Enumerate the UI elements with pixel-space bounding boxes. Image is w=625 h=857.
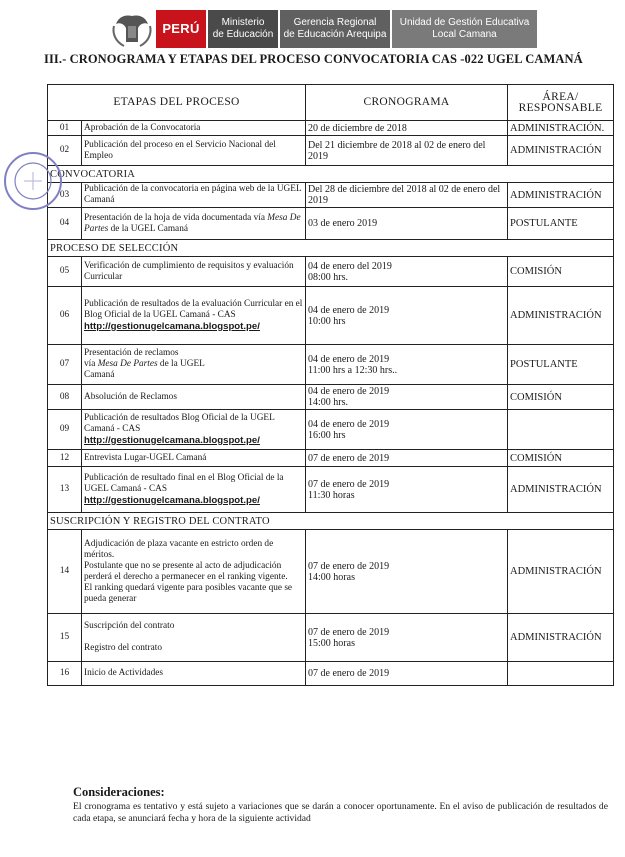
stage-responsible: ADMINISTRACIÓN	[508, 183, 614, 208]
stage-number: 14	[48, 530, 82, 614]
section-row	[48, 166, 614, 183]
stage-description	[82, 410, 306, 450]
stage-description	[82, 345, 306, 385]
regional-label: Gerencia Regional de Educación Arequipa	[283, 17, 387, 40]
stage-number: 07	[48, 345, 82, 385]
table-row	[48, 614, 614, 662]
area-header-label: ÁREA/ RESPONSABLE	[518, 90, 603, 114]
table-row	[48, 450, 614, 467]
stage-date: 04 de enero de 2019 11:00 hrs a 12:30 hrs..	[306, 345, 508, 385]
stage-description	[82, 208, 306, 240]
stage-number: 05	[48, 257, 82, 287]
local-unit-badge	[392, 10, 537, 48]
ministry-badge	[208, 10, 278, 48]
table-row	[48, 662, 614, 686]
blog-link[interactable]: http://gestionugelcamana.blogspot.pe/	[84, 494, 260, 506]
stage-number: 09	[48, 410, 82, 450]
description-text-end: de la UGEL Camaná	[84, 359, 205, 380]
considerations-text: El cronograma es tentativo y está sujeto a variaciones que se darán a conocer oportunamente. En el aviso de publicación de resultados de cada etapa, se anunciará fecha y hora de la siguiente actividad	[73, 801, 608, 824]
stage-number: 01	[48, 121, 82, 136]
description-text: Publicación de la convocatoria en página web de la UGEL Camaná	[84, 184, 302, 205]
stage-description	[82, 662, 306, 686]
table-row	[48, 257, 614, 287]
stage-date: 04 de enero del 2019 08:00 hrs.	[306, 257, 508, 287]
section-title: SUSCRIPCIÓN Y REGISTRO DEL CONTRATO	[48, 513, 614, 530]
official-stamp-icon	[2, 150, 64, 212]
table-row	[48, 530, 614, 614]
description-text: Aprobación de la Convocatoria	[84, 122, 201, 133]
description-text: Absolución de Reclamos	[84, 391, 177, 402]
document-title: III.- CRONOGRAMA Y ETAPAS DEL PROCESO CONVOCATORIA CAS -022 UGEL CAMANÁ	[44, 52, 583, 66]
table-row	[48, 121, 614, 136]
stage-number: 02	[48, 136, 82, 166]
section-title: PROCESO DE SELECCIÓN	[48, 240, 614, 257]
institution-banner	[104, 10, 537, 48]
stage-description	[82, 121, 306, 136]
stage-responsible: ADMINISTRACIÓN	[508, 530, 614, 614]
stage-date: 07 de enero de 2019	[306, 662, 508, 686]
stage-date: 07 de enero de 2019	[306, 450, 508, 467]
stage-date: 03 de enero 2019	[306, 208, 508, 240]
stage-responsible: POSTULANTE	[508, 345, 614, 385]
stage-description	[82, 287, 306, 345]
ministry-label: Ministerio de Educación	[212, 17, 274, 40]
schedule-header: CRONOGRAMA	[306, 85, 508, 121]
table-row	[48, 385, 614, 410]
mesa-de-partes-text: Mesa De Partes	[97, 359, 158, 369]
mesa-de-partes-text: Mesa De Partes	[84, 212, 301, 234]
stage-number: 13	[48, 467, 82, 513]
table-row	[48, 208, 614, 240]
description-text: Verificación de cumplimiento de requisitos y evaluación Curricular	[84, 260, 294, 282]
description-text: Suscripción del contrato Registro del contrato	[84, 621, 175, 653]
table-row	[48, 183, 614, 208]
stage-responsible: ADMINISTRACIÓN	[508, 136, 614, 166]
stage-date: 20 de diciembre de 2018	[306, 121, 508, 136]
stage-responsible: POSTULANTE	[508, 208, 614, 240]
description-text: Presentación de la hoja de vida documentada vía	[84, 212, 268, 223]
section-title: CONVOCATORIA	[48, 166, 614, 183]
stage-responsible	[508, 662, 614, 686]
table-row	[48, 410, 614, 450]
stage-responsible: COMISIÓN	[508, 385, 614, 410]
table-row	[48, 287, 614, 345]
stage-number: 08	[48, 385, 82, 410]
stage-description	[82, 385, 306, 410]
stages-header: ETAPAS DEL PROCESO	[48, 85, 306, 121]
stage-responsible: ADMINISTRACIÓN	[508, 287, 614, 345]
stage-date: 04 de enero de 2019 16:00 hrs	[306, 410, 508, 450]
description-text: Inicio de Actividades	[84, 668, 164, 678]
regional-badge	[280, 10, 390, 48]
blog-link[interactable]: http://gestionugelcamana.blogspot.pe/	[84, 320, 260, 332]
stage-description	[82, 136, 306, 166]
table-row	[48, 467, 614, 513]
description-text: Adjudicación de plaza vacante en estricto orden de méritos. Postulante que no se presente al acto de adjudicación perderá el derecho a permanecer en el ranking vigente. El ranking quedará vigente para posibles vacante que se pueda generar	[84, 538, 293, 604]
stage-date: 04 de enero de 2019 14:00 hrs.	[306, 385, 508, 410]
peru-badge: PERÚ	[156, 10, 206, 48]
section-row	[48, 240, 614, 257]
schedule-table	[47, 84, 614, 686]
stage-date: Del 28 de diciembre del 2018 al 02 de enero del 2019	[306, 183, 508, 208]
stage-number: 16	[48, 662, 82, 686]
stage-date: 07 de enero de 2019 14:00 horas	[306, 530, 508, 614]
stage-responsible	[508, 410, 614, 450]
stage-description	[82, 183, 306, 208]
considerations-title: Consideraciones:	[73, 785, 165, 799]
stage-responsible: ADMINISTRACIÓN	[508, 614, 614, 662]
description-text: Publicación del proceso en el Servicio Nacional del Empleo	[84, 139, 276, 161]
stage-description	[82, 530, 306, 614]
description-text: Presentación de reclamos vía	[84, 348, 179, 369]
table-row	[48, 345, 614, 385]
stage-responsible: COMISIÓN	[508, 257, 614, 287]
local-unit-label: Unidad de Gestión Educativa Local Camana	[399, 17, 530, 40]
stage-number: 06	[48, 287, 82, 345]
stage-description	[82, 450, 306, 467]
stage-number: 04	[48, 208, 82, 240]
description-text: Publicación de resultado final en el Blog Oficial de la UGEL Camaná - CAS	[84, 472, 284, 494]
stage-responsible: COMISIÓN	[508, 450, 614, 467]
stage-responsible: ADMINISTRACIÓN	[508, 467, 614, 513]
description-text: Entrevista Lugar-UGEL Camaná	[84, 452, 207, 463]
stage-responsible: ADMINISTRACIÓN.	[508, 121, 614, 136]
description-text-end: de la UGEL Camaná	[108, 223, 188, 234]
stage-number: 03	[48, 183, 82, 208]
description-text: Publicación de resultados de la evaluación Curricular en el Blog Oficial de la UGEL Camaná - CAS	[84, 298, 303, 320]
stage-number: 12	[48, 450, 82, 467]
stage-date: 04 de enero de 2019 10:00 hrs	[306, 287, 508, 345]
stage-description	[82, 467, 306, 513]
stage-date: Del 21 diciembre de 2018 al 02 de enero del 2019	[306, 136, 508, 166]
description-text: Publicación de resultados Blog Oficial de la UGEL Camaná - CAS	[84, 412, 275, 434]
stage-date: 07 de enero de 2019 15:00 horas	[306, 614, 508, 662]
blog-link[interactable]: http://gestionugelcamana.blogspot.pe/	[84, 434, 260, 446]
area-header	[508, 85, 614, 121]
stage-number: 15	[48, 614, 82, 662]
stage-date: 07 de enero de 2019 11:30 horas	[306, 467, 508, 513]
section-row	[48, 513, 614, 530]
table-row	[48, 136, 614, 166]
table-header-row	[48, 85, 614, 121]
stage-description	[82, 614, 306, 662]
stage-description	[82, 257, 306, 287]
